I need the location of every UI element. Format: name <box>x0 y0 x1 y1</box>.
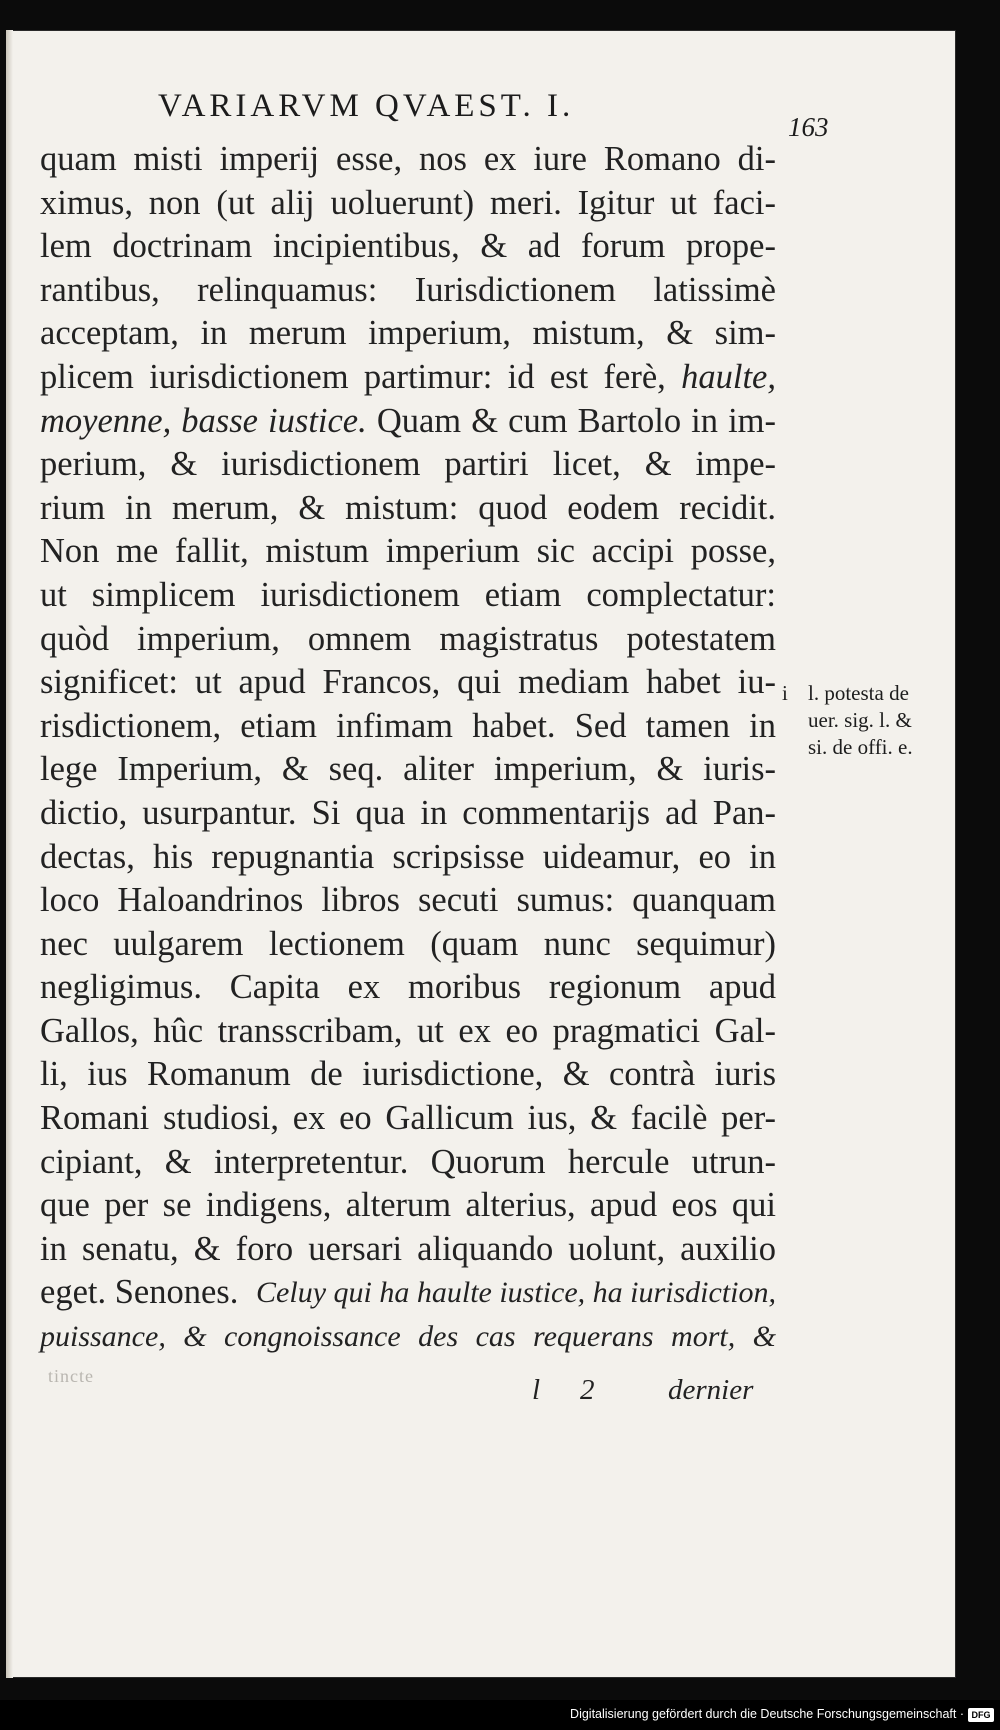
signature-number: 2 <box>580 1374 595 1406</box>
page-gutter-shadow <box>6 30 13 1678</box>
text-line: ximus, non (ut alij uoluerunt) meri. Igitur ut faci- <box>40 183 776 222</box>
text-line-italic: puissance, & congnoissance des cas requerans mort, & <box>40 1320 776 1354</box>
margin-note-mark: i <box>782 681 788 705</box>
text-line: risdictionem, etiam infimam habet. Sed tamen in <box>40 706 776 745</box>
text-line: que per se indigens, alterum alterius, apud eos qui <box>40 1186 776 1225</box>
text-line: ut simplicem iurisdictionem etiam complectatur: <box>40 575 776 614</box>
catchword: dernier <box>668 1374 754 1406</box>
catchword-row <box>40 1374 776 1418</box>
text-line: negligimus. Capita ex moribus regionum apud <box>40 968 776 1007</box>
text-line: dectas, his repugnantia scripsisse uideamur, eo in <box>40 837 776 876</box>
funding-credit: Digitalisierung gefördert durch die Deutsche Forschungsgemeinschaft · <box>570 1707 964 1721</box>
text-line: acceptam, in merum imperium, mistum, & sim- <box>40 314 776 353</box>
margin-note-line: uer. sig. l. & <box>808 708 912 732</box>
page-number: 163 <box>788 112 829 142</box>
text-italic-segment: haulte, <box>681 357 776 396</box>
margin-note-lines <box>808 680 913 761</box>
text-line: cipiant, & interpretentur. Quorum hercule utrun- <box>40 1142 776 1181</box>
text-roman-segment: Quam & cum Bartolo in im- <box>366 401 777 440</box>
text-line: in senatu, & foro uersari aliquando uolunt, auxilio <box>40 1229 776 1268</box>
text-line: perium, & iurisdictionem partiri licet, & impe- <box>40 445 776 484</box>
running-head: VARIARVM QVAEST. I. <box>158 88 575 124</box>
margin-note-line: l. potesta de <box>808 681 909 705</box>
text-italic-segment: moyenne, basse iustice. <box>40 401 367 440</box>
text-line: significet: ut apud Francos, qui mediam habet iu- <box>40 663 776 702</box>
digitization-footer <box>0 1700 1000 1730</box>
text-line: Non me fallit, mistum imperium sic accipi posse, <box>40 532 776 571</box>
main-text-block <box>40 138 776 1359</box>
text-line: dictio, usurpantur. Si qua in commentarijs ad Pan- <box>40 793 776 832</box>
text-line: Gallos, hûc transscribam, ut ex eo pragmatici Gal- <box>40 1011 776 1050</box>
text-line: loco Haloandrinos libros secuti sumus: quanquam <box>40 881 776 920</box>
text-roman-segment: plicem iurisdictionem partimur: id est ferè, <box>40 357 682 396</box>
text-line: quòd imperium, omnem magistratus potestatem <box>40 619 776 658</box>
bleed-through-text: tincte <box>48 1366 94 1386</box>
text-line: Romani studiosi, ex eo Gallicum ius, & facilè per- <box>40 1099 776 1138</box>
text-roman-segment: eget. Senones. <box>40 1273 239 1312</box>
text-line: rantibus, relinquamus: Iurisdictionem latissimè <box>40 270 776 309</box>
text-italic-segment: Celuy qui ha haulte iustice, ha iurisdiction, <box>256 1276 776 1310</box>
text-line-with-italic <box>40 1271 776 1315</box>
text-line: nec uulgarem lectionem (quam nunc sequimur) <box>40 924 776 963</box>
dfg-logo-icon: DFG <box>968 1708 994 1722</box>
text-line-with-italic <box>40 356 776 400</box>
text-line: li, ius Romanum de iurisdictione, & contrà iuris <box>40 1055 776 1094</box>
text-line: quam misti imperij esse, nos ex iure Romano di- <box>40 140 776 178</box>
text-line: rium in merum, & mistum: quod eodem recidit. <box>40 488 776 527</box>
signature-mark: l <box>532 1374 541 1406</box>
text-line-with-italic <box>40 400 776 444</box>
text-line: lem doctrinam incipientibus, & ad forum prope- <box>40 227 776 266</box>
margin-note-line: si. de offi. e. <box>808 735 913 759</box>
text-line: lege Imperium, & seq. aliter imperium, & iuris- <box>40 750 776 789</box>
